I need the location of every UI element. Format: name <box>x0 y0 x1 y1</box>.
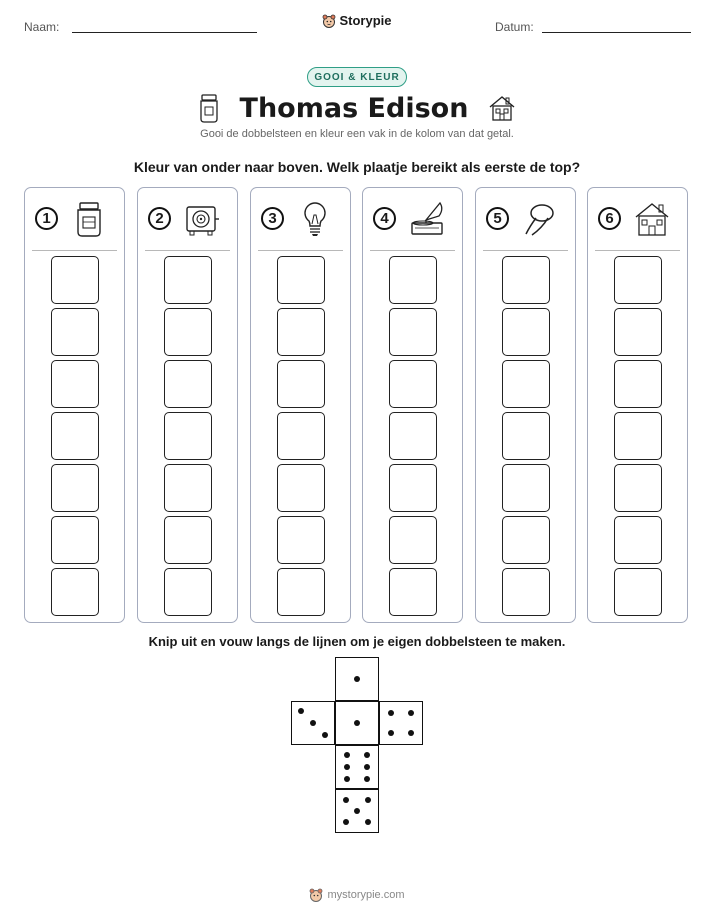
color-cell[interactable] <box>614 568 662 616</box>
column-divider <box>370 250 455 251</box>
die-pip <box>354 808 360 814</box>
column-header <box>476 200 575 240</box>
color-cell[interactable] <box>389 360 437 408</box>
column-divider <box>145 250 230 251</box>
die-pip <box>354 676 360 682</box>
phonograph-icon <box>409 200 445 238</box>
color-cell[interactable] <box>277 516 325 564</box>
die-pip <box>408 710 414 716</box>
color-cell[interactable] <box>502 412 550 460</box>
footer-link[interactable]: mystorypie.com <box>327 889 405 901</box>
title-row <box>0 90 714 126</box>
activity-badge: GOOI & KLEUR <box>307 67 407 87</box>
color-cell[interactable] <box>389 568 437 616</box>
die-face-6 <box>335 745 379 789</box>
date-line[interactable] <box>542 32 691 33</box>
die-pip <box>364 764 370 770</box>
die-face-1 <box>335 701 379 745</box>
brand-name: Storypie <box>339 13 392 28</box>
column-6 <box>587 187 688 623</box>
die-pip <box>365 819 371 825</box>
color-cell[interactable] <box>277 464 325 512</box>
column-header <box>25 200 124 240</box>
die-instruction: Knip uit en vouw langs de lijnen om je eigen dobbelsteen te maken. <box>148 634 566 649</box>
column-4 <box>362 187 463 623</box>
die-pip <box>364 776 370 782</box>
color-cell[interactable] <box>277 568 325 616</box>
column-number: 5 <box>486 207 509 230</box>
color-cell[interactable] <box>164 464 212 512</box>
die-pip <box>310 720 316 726</box>
die-pip <box>298 708 304 714</box>
color-cell[interactable] <box>614 256 662 304</box>
column-header <box>251 200 350 240</box>
filament-icon <box>522 200 558 238</box>
die-pip <box>344 752 350 758</box>
color-cell[interactable] <box>389 464 437 512</box>
brand <box>0 13 714 33</box>
machine-icon <box>184 200 220 238</box>
page-subtitle: Gooi de dobbelsteen en kleur een vak in de kolom van dat getal. <box>200 128 514 140</box>
color-cell[interactable] <box>277 360 325 408</box>
color-cell[interactable] <box>51 516 99 564</box>
color-cell[interactable] <box>614 412 662 460</box>
house-icon <box>634 200 670 238</box>
column-divider <box>483 250 568 251</box>
color-cell[interactable] <box>164 256 212 304</box>
column-number: 6 <box>598 207 621 230</box>
jar-icon <box>198 93 220 123</box>
die-pip <box>354 720 360 726</box>
color-cell[interactable] <box>51 412 99 460</box>
color-cell[interactable] <box>164 516 212 564</box>
color-cell[interactable] <box>277 308 325 356</box>
die-face-5 <box>335 789 379 833</box>
die-pip <box>344 764 350 770</box>
color-cell[interactable] <box>51 256 99 304</box>
color-cell[interactable] <box>614 516 662 564</box>
die-pip <box>364 752 370 758</box>
die-pip <box>408 730 414 736</box>
color-cell[interactable] <box>164 412 212 460</box>
color-cell[interactable] <box>502 308 550 356</box>
die-pip <box>365 797 371 803</box>
die-face-1 <box>335 657 379 701</box>
column-number: 4 <box>373 207 396 230</box>
house-icon <box>488 94 516 122</box>
die-pip <box>322 732 328 738</box>
color-cell[interactable] <box>164 308 212 356</box>
color-cell[interactable] <box>164 360 212 408</box>
column-header <box>588 200 687 240</box>
column-5 <box>475 187 576 623</box>
color-cell[interactable] <box>614 308 662 356</box>
column-number: 3 <box>261 207 284 230</box>
instruction-text: Kleur van onder naar boven. Welk plaatje bereikt als eerste de top? <box>133 159 581 175</box>
die-face-4 <box>379 701 423 745</box>
column-divider <box>258 250 343 251</box>
color-cell[interactable] <box>502 464 550 512</box>
column-2 <box>137 187 238 623</box>
color-cell[interactable] <box>389 412 437 460</box>
date-label: Datum: <box>495 20 534 34</box>
color-cell[interactable] <box>51 360 99 408</box>
color-cell[interactable] <box>51 308 99 356</box>
footer <box>0 888 714 905</box>
column-number: 2 <box>148 207 171 230</box>
column-number: 1 <box>35 207 58 230</box>
color-cell[interactable] <box>389 516 437 564</box>
color-cell[interactable] <box>389 256 437 304</box>
color-cell[interactable] <box>502 256 550 304</box>
die-pip <box>388 730 394 736</box>
die-pip <box>344 776 350 782</box>
jar-icon <box>71 200 107 238</box>
die-pip <box>388 710 394 716</box>
color-cell[interactable] <box>51 464 99 512</box>
page-title: Thomas Edison <box>239 92 469 124</box>
column-header <box>363 200 462 240</box>
column-3 <box>250 187 351 623</box>
column-divider <box>595 250 680 251</box>
color-cell[interactable] <box>389 308 437 356</box>
die-pip <box>343 819 349 825</box>
storypie-logo-icon <box>322 14 336 28</box>
color-cell[interactable] <box>277 256 325 304</box>
die-pip <box>343 797 349 803</box>
light-bulb-icon <box>297 200 333 238</box>
color-cell[interactable] <box>277 412 325 460</box>
color-cell[interactable] <box>502 568 550 616</box>
name-label: Naam: <box>24 20 60 34</box>
color-cell[interactable] <box>614 360 662 408</box>
color-cell[interactable] <box>614 464 662 512</box>
column-1 <box>24 187 125 623</box>
color-cell[interactable] <box>51 568 99 616</box>
color-cell[interactable] <box>502 360 550 408</box>
column-header <box>138 200 237 240</box>
die-face-3 <box>291 701 335 745</box>
storypie-logo-icon <box>309 888 323 902</box>
column-divider <box>32 250 117 251</box>
color-cell[interactable] <box>164 568 212 616</box>
color-cell[interactable] <box>502 516 550 564</box>
